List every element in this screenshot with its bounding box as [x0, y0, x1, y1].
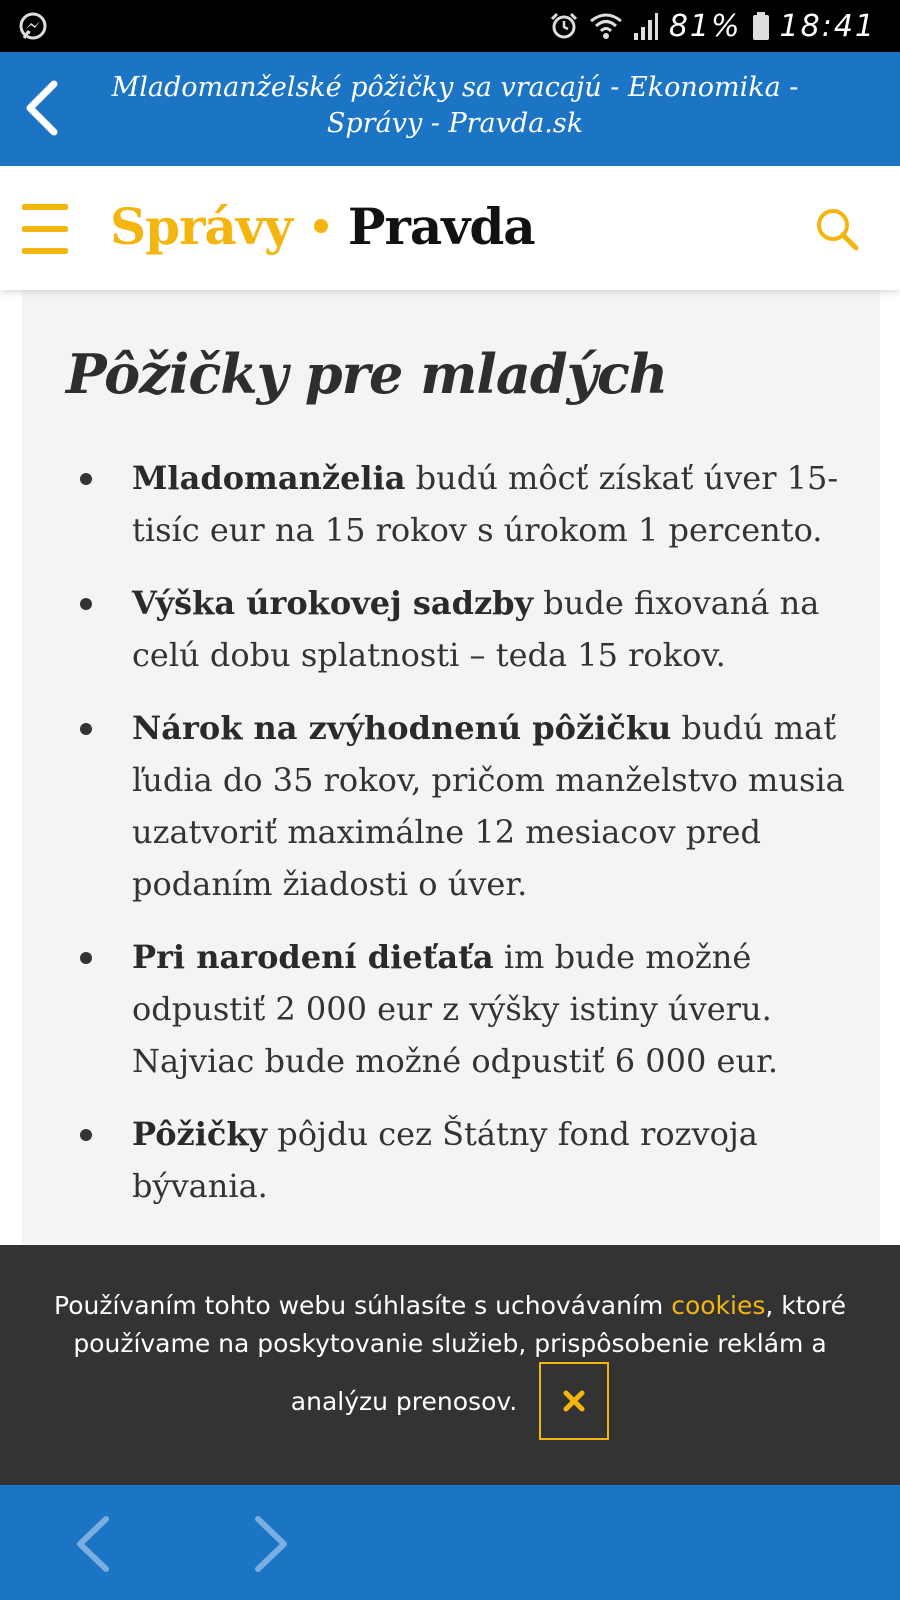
battery-icon: [752, 11, 770, 41]
article-list: [66, 452, 846, 1233]
bottom-nav-bar: [0, 1485, 900, 1600]
hamburger-icon[interactable]: [22, 204, 68, 254]
article-box: [22, 290, 880, 1245]
cookies-link[interactable]: cookies: [671, 1291, 766, 1320]
list-item: [66, 452, 846, 556]
site-header: [0, 166, 900, 290]
nav-forward-icon[interactable]: [248, 1513, 294, 1575]
list-item-text: budú môcť získať úver 15-tisíc eur na 15 rokov s úrokom 1 percento.: [132, 459, 839, 549]
cookie-close-button[interactable]: [539, 1362, 609, 1440]
status-bar: [0, 0, 900, 52]
page-title: Mladomanželské pôžičky sa vracajú - Ekonomika - Správy - Pravda.sk: [111, 72, 799, 139]
wifi-icon: [589, 11, 623, 41]
messenger-icon: [18, 12, 48, 42]
list-item: [66, 1108, 846, 1212]
list-item-bold: Mladomanželia: [132, 459, 406, 497]
list-item-bold: Nárok na zvýhodnenú pôžičku: [132, 709, 672, 747]
article-heading: Pôžičky pre mladých: [66, 342, 668, 406]
list-item-bold: Pri narodení dieťaťa: [132, 938, 494, 976]
list-item: [66, 702, 846, 910]
cookie-text-before: Používaním tohto webu súhlasíte s uchovávaním: [54, 1291, 672, 1320]
search-icon[interactable]: [814, 206, 860, 252]
list-item-text: pôjdu cez Štátny fond rozvoja bývania.: [132, 1115, 758, 1205]
list-item-text: budú mať ľudia do 35 rokov, pričom manželstvo musia uzatvoriť maximálne 12 mesiacov pred podaním žiadosti o úver.: [132, 709, 845, 903]
cookie-line3: [0, 1361, 900, 1441]
nav-back-icon[interactable]: [70, 1513, 116, 1575]
signal-icon: [633, 11, 659, 41]
logo-spravy: Správy: [110, 196, 292, 256]
list-item-text: im bude možné odpustiť 2 000 eur z výšky istiny úveru. Najviac bude možné odpustiť 6 000 eur.: [132, 938, 779, 1080]
logo-dot: [314, 219, 328, 233]
logo-pravda: Pravda: [347, 196, 535, 256]
list-item: [66, 577, 846, 681]
battery-percent: 81%: [668, 8, 742, 44]
cookie-text: [30, 1287, 870, 1363]
list-item-bold: Výška úrokovej sadzby: [132, 584, 534, 622]
chevron-left-icon[interactable]: [18, 78, 70, 138]
list-item-bold: Pôžičky: [132, 1115, 268, 1153]
close-icon: [562, 1389, 586, 1413]
cookie-text-after: , ktoré používame na poskytovanie služieb, prispôsobenie reklám a: [73, 1291, 846, 1358]
cookie-bar: [0, 1245, 900, 1485]
list-item: [66, 931, 846, 1087]
alarm-icon: [549, 11, 579, 41]
cookie-text-line3: analýzu prenosov.: [290, 1386, 518, 1416]
list-item-text: bude fixovaná na celú dobu splatnosti – teda 15 rokov.: [132, 584, 820, 674]
clock: 18:41: [779, 8, 876, 44]
site-logo[interactable]: [110, 194, 535, 258]
title-bar: [0, 52, 900, 166]
